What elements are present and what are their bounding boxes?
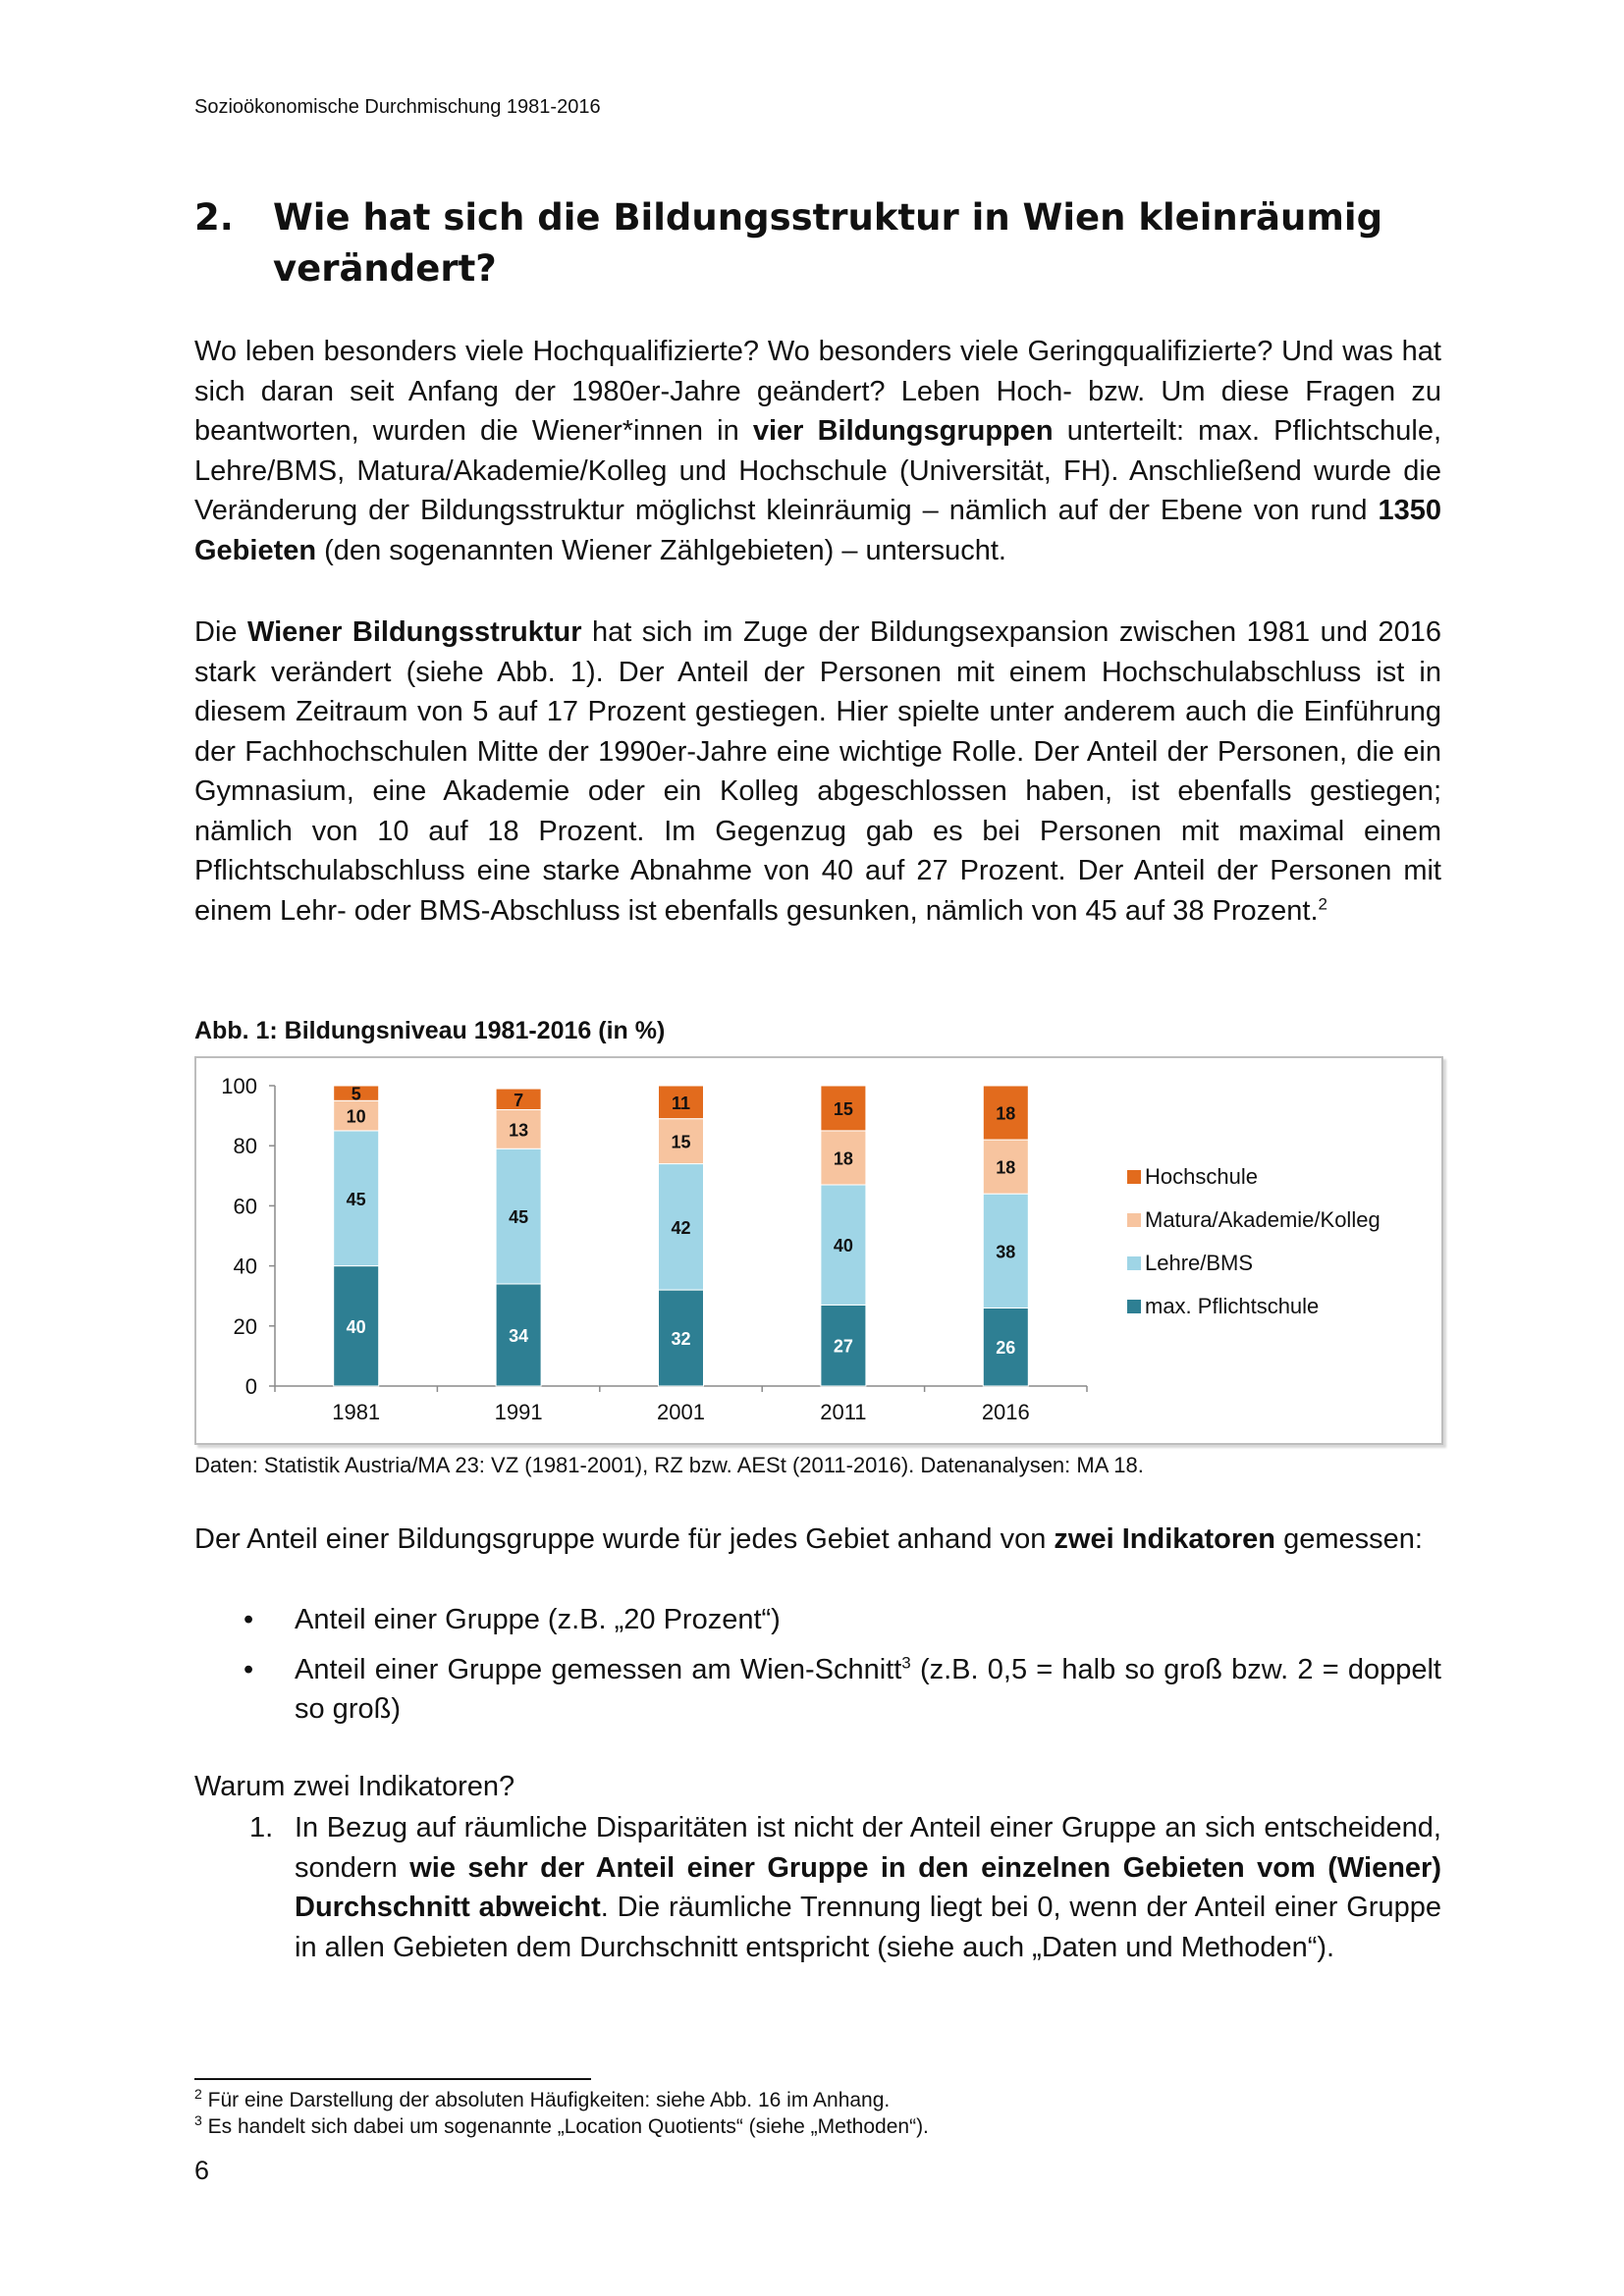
data-label: 5 (351, 1084, 361, 1104)
reason-bold-1: wie sehr der Anteil einer Gruppe in den einzelnen Gebieten vom (Wiener) Durchschnitt abweicht (295, 1851, 1441, 1923)
list-number: 1. (249, 1812, 274, 1843)
y-tick-label: 40 (233, 1254, 257, 1279)
y-tick-label: 0 (244, 1374, 257, 1399)
data-label: 45 (346, 1189, 366, 1209)
data-label: 10 (346, 1106, 366, 1127)
bullet-icon: • (244, 1653, 254, 1685)
reason-text-1: In Bezug auf räumliche Disparitäten ist nicht der Anteil einer Gruppe an sich entscheidend, sondern (295, 1812, 1441, 1884)
intro-text-2: unterteilt: max. Pflichtschule, Lehre/BMS, Matura/Akademie/Kolleg und Hochschule (Universität, FH). Anschließend wurde die Veränderung der Bildungsstruktur möglichst kleinräumig – nämlich auf der Ebene von rund (194, 415, 1441, 526)
section-number: 2. (194, 196, 234, 239)
indicator-list (194, 1600, 1441, 1739)
legend-swatch (1127, 1256, 1141, 1270)
list-item (194, 1650, 1441, 1730)
list-item (194, 1808, 1441, 1967)
data-label: 15 (671, 1132, 691, 1152)
x-tick-label: 2016 (981, 1400, 1030, 1424)
data-label: 7 (514, 1090, 524, 1110)
data-label: 18 (996, 1157, 1016, 1178)
footnote-2 (194, 2087, 1441, 2113)
figure-source: Daten: Statistik Austria/MA 23: VZ (1981-2001), RZ bzw. AESt (2011-2016). Datenanalysen: MA 18. (194, 1453, 1144, 1477)
list-item (194, 1600, 1441, 1640)
indicator-text-rest: (z.B. 0,5 = halb so groß bzw. 2 = doppelt so groß) (295, 1653, 1441, 1725)
legend-swatch (1127, 1170, 1141, 1184)
footnote-text: Es handelt sich dabei um sogenannte „Location Quotients“ (siehe „Methoden“). (201, 2115, 929, 2138)
legend-swatch (1127, 1213, 1141, 1227)
footnote-3 (194, 2113, 1441, 2140)
footnote-number: 2 (194, 2086, 202, 2102)
x-tick-label: 1991 (494, 1400, 543, 1424)
data-label: 26 (996, 1338, 1016, 1359)
footnote-text: Für eine Darstellung der absoluten Häufigkeiten: siehe Abb. 16 im Anhang. (201, 2089, 891, 2111)
stacked-bar-chart (196, 1058, 1441, 1443)
page-number: 6 (194, 2156, 210, 2185)
intro-bold-2: 1350 Gebieten (194, 495, 1441, 566)
development-text-1: Die (194, 616, 247, 648)
data-label: 38 (996, 1242, 1016, 1262)
legend-swatch (1127, 1300, 1141, 1313)
data-label: 18 (996, 1103, 1016, 1124)
data-label: 32 (671, 1329, 691, 1350)
development-text-2: hat sich im Zuge der Bildungsexpansion zwischen 1981 und 2016 stark verändert (siehe Abb. 1). Der Anteil der Personen mit einem Hochschulabschluss ist in diesem Zeitraum von 5 auf 17 Prozent gestiegen. Hier spielte unter anderem auch die Einführung der Fachhochschulen Mitte der 1990er-Jahre eine wichtige Rolle. Der Anteil der Personen, die ein Gymnasium, eine Akademie oder ein Kolleg abgeschlossen haben, ist ebenfalls gestiegen; nämlich von 10 auf 18 Prozent. Im Gegenzug gab es bei Personen mit maximal einem Pflichtschulabschluss eine starke Abnahme von 40 auf 27 Prozent. Der Anteil der Personen mit einem Lehr- oder BMS-Abschluss ist ebenfalls gesunken, nämlich von 45 auf 38 Prozent. (194, 616, 1441, 927)
y-tick-label: 20 (233, 1313, 257, 1339)
data-label: 42 (671, 1217, 691, 1238)
footnote-ref-3[interactable]: 3 (901, 1652, 911, 1672)
footnote-ref-2[interactable]: 2 (1318, 893, 1327, 913)
data-label: 40 (346, 1316, 366, 1337)
legend-label: Lehre/BMS (1145, 1251, 1254, 1275)
x-tick-label: 1981 (332, 1400, 381, 1424)
intro-bold-1: vier Bildungsgruppen (752, 415, 1054, 447)
reason-text-2: . Die räumliche Trennung liegt bei 0, wenn der Anteil einer Gruppe in allen Gebieten dem Durchschnitt entspricht (siehe auch „Daten und Methoden“). (295, 1892, 1441, 1963)
running-header: Sozioökonomische Durchmischung 1981-2016 (194, 96, 601, 118)
data-label: 18 (833, 1148, 853, 1169)
intro-text-3: (den sogenannten Wiener Zählgebieten) – untersucht. (316, 534, 1006, 566)
legend-label: Hochschule (1145, 1164, 1258, 1189)
chart-frame (194, 1056, 1443, 1445)
reason-list (194, 1808, 1441, 1967)
data-label: 13 (509, 1120, 529, 1141)
x-tick-label: 2001 (657, 1400, 705, 1424)
x-tick-label: 2011 (820, 1400, 867, 1424)
data-label: 40 (833, 1236, 853, 1256)
data-label: 34 (509, 1325, 529, 1346)
bullet-icon: • (244, 1604, 254, 1635)
data-label: 27 (833, 1336, 853, 1357)
intro-paragraph (194, 332, 1441, 570)
indicator-text: Anteil einer Gruppe gemessen am Wien-Schnitt (295, 1653, 902, 1685)
development-bold-1: Wiener Bildungsstruktur (247, 616, 582, 648)
figure-caption: Abb. 1: Bildungsniveau 1981-2016 (in %) (194, 1017, 666, 1044)
data-label: 11 (671, 1093, 691, 1113)
footnotes (194, 2087, 1441, 2140)
intro-text-1: Wo leben besonders viele Hochqualifizierte? Wo besonders viele Geringqualifizierte? Und was hat sich daran seit Anfang der 1980er-Jahre geändert? Leben Hoch- bzw. Um diese Fragen zu beantworten, wurden die Wiener*innen in (194, 336, 1441, 447)
y-tick-label: 60 (233, 1194, 257, 1219)
measurement-bold-1: zwei Indikatoren (1054, 1523, 1276, 1555)
development-paragraph (194, 613, 1441, 931)
footnote-divider (194, 2078, 591, 2080)
measurement-text-2: gemessen: (1275, 1523, 1423, 1555)
y-tick-label: 100 (221, 1074, 257, 1098)
y-tick-label: 80 (233, 1134, 257, 1159)
legend-label: max. Pflichtschule (1145, 1294, 1320, 1318)
measurement-text-1: Der Anteil einer Bildungsgruppe wurde für jedes Gebiet anhand von (194, 1523, 1055, 1555)
legend-label: Matura/Akademie/Kolleg (1145, 1207, 1380, 1232)
indicator-text: Anteil einer Gruppe (z.B. „20 Prozent“) (295, 1604, 781, 1635)
measurement-paragraph (194, 1520, 1441, 1560)
section-title: Wie hat sich die Bildungsstruktur in Wien kleinräumig verändert? (273, 196, 1383, 290)
why-question: Warum zwei Indikatoren? (194, 1771, 515, 1802)
data-label: 45 (509, 1207, 529, 1228)
section-heading (194, 192, 1441, 294)
footnote-number: 3 (194, 2112, 202, 2128)
data-label: 15 (833, 1098, 853, 1119)
